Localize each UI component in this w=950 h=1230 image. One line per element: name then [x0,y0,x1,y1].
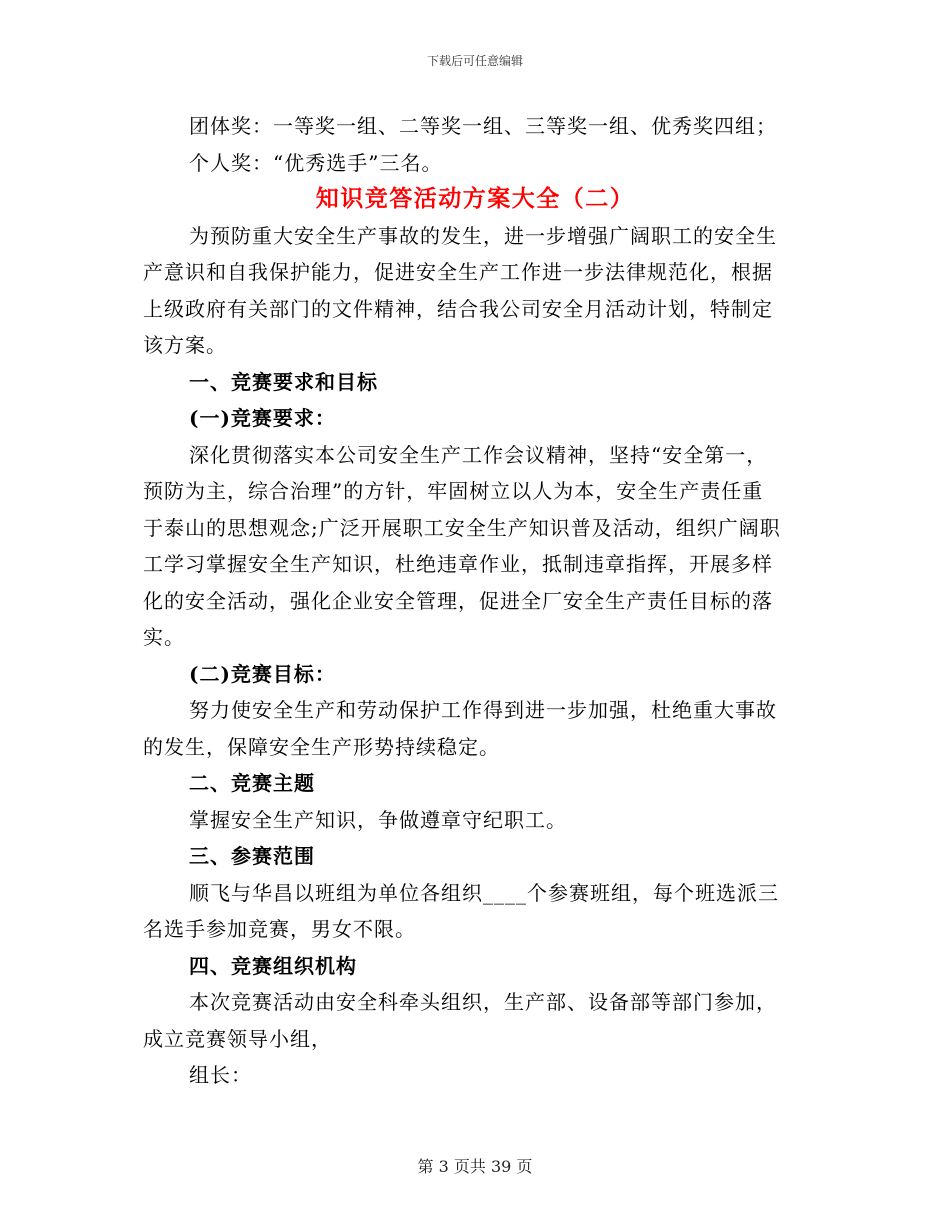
award-team-line: 团体奖：一等奖一组、二等奖一组、三等奖一组、优秀奖四组； [189,114,777,138]
paragraph-line: 成立竞赛领导小组， [143,1026,332,1051]
paragraph-line: 预防为主，综合治理”的方针，牢固树立以人为本，安全生产责任重 [143,479,764,503]
paragraph-line: 工学习掌握安全生产知识，杜绝违章作业，抵制违章指挥，开展多样 [143,552,773,576]
section-title: 知识竞答活动方案大全（二） [315,185,635,212]
heading-scope: 三、参赛范围 [189,844,315,868]
subheading-requirements: (一)竞赛要求： [189,406,336,430]
paragraph-line: 产意识和自我保护能力，促进安全生产工作进一步法律规范化，根据 [143,260,773,284]
paragraph-line: 为预防重大安全生产事故的发生，进一步增强广阔职工的安全生 [189,223,777,248]
page-header: 下载后可任意编辑 [426,54,523,68]
subheading-goals: (二)竞赛目标： [189,661,336,686]
document-body [143,108,807,1094]
heading-organization: 四、竞赛组织机构 [189,953,357,978]
paragraph-line: 于泰山的思想观念;广泛开展职工安全生产知识普及活动，组织广阔职 [143,515,781,540]
paragraph-line: 努力使安全生产和劳动保护工作得到进一步加强，杜绝重大事故 [189,698,777,722]
paragraph-line: 实。 [143,625,185,649]
award-individual-line: 个人奖：“优秀选手”三名。 [189,150,443,175]
paragraph-line: 上级政府有关部门的文件精神，结合我公司安全月活动计划，特制定 [143,296,773,321]
paragraph-line: 的发生，保障安全生产形势持续稳定。 [143,734,500,759]
paragraph-line: 名选手参加竞赛，男女不限。 [143,917,416,941]
paragraph-line: 该方案。 [143,333,227,357]
page-footer: 第 3 页共 39 页 [417,1157,533,1176]
paragraph-line: 深化贯彻落实本公司安全生产工作会议精神，坚持“安全第一， [189,442,768,467]
paragraph-line: 化的安全活动，强化企业安全管理，促进全厂安全生产责任目标的落 [143,588,773,613]
paragraph-line: 本次竞赛活动由安全科牵头组织，生产部、设备部等部门参加， [189,990,777,1014]
paragraph-line: 组长： [189,1063,252,1087]
heading-theme: 二、竞赛主题 [189,771,315,795]
paragraph-line: 顺飞与华昌以班组为单位各组织____个参赛班组，每个班选派三 [189,880,779,905]
paragraph-line: 掌握安全生产知识，争做遵章守纪职工。 [189,807,567,832]
heading-requirements-goals: 一、竞赛要求和目标 [189,369,378,394]
